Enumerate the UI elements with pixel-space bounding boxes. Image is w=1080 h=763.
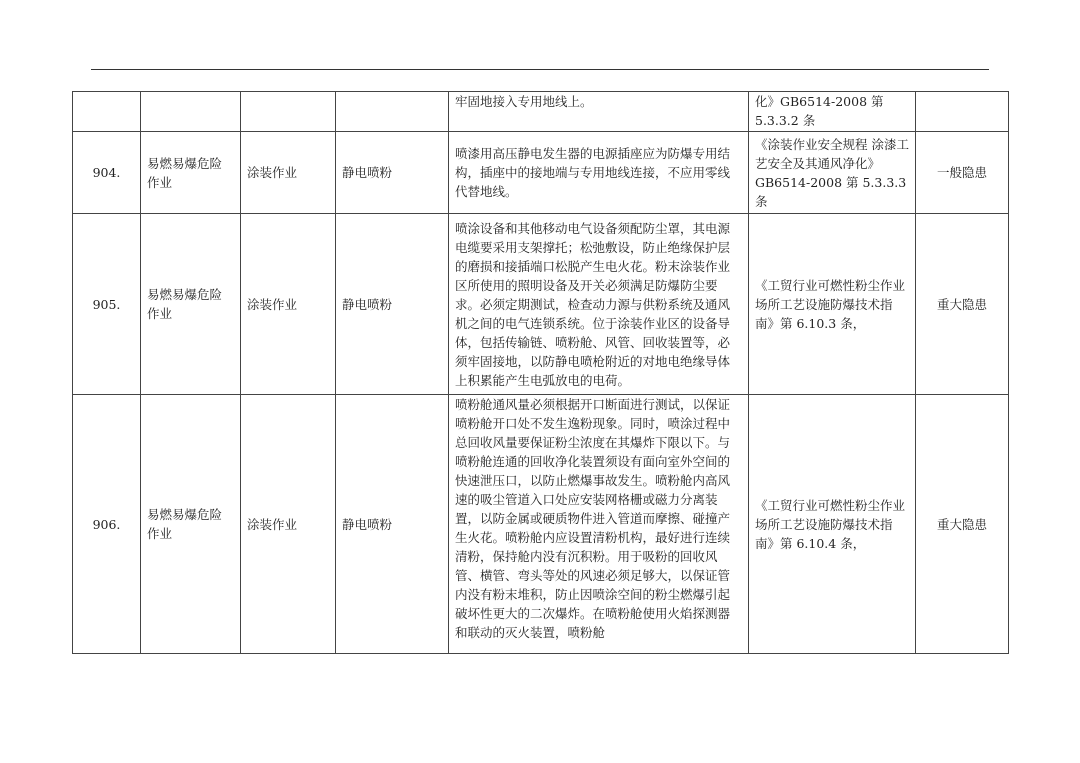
- hazard-level: [916, 92, 1009, 132]
- hazard-level: 重大隐患: [916, 214, 1009, 395]
- row-number: 906.: [73, 395, 141, 654]
- table-row: [73, 92, 1009, 132]
- hazard-level: 重大隐患: [916, 395, 1009, 654]
- table-row: [73, 214, 1009, 395]
- work-type: 涂装作业: [241, 132, 336, 214]
- hazard-table: [72, 91, 1009, 654]
- standard-reference: 化》GB6514-2008 第 5.3.3.2 条: [749, 92, 916, 132]
- hazard-category: 易燃易爆危险作业: [141, 395, 241, 654]
- standard-reference: 《涂装作业安全规程 涂漆工艺安全及其通风净化》GB6514-2008 第 5.3.3.3 条: [749, 132, 916, 214]
- standard-reference: 《工贸行业可燃性粉尘作业场所工艺设施防爆技术指南》第 6.10.3 条，: [749, 214, 916, 395]
- row-number: 904.: [73, 132, 141, 214]
- hazard-category: [141, 92, 241, 132]
- hazard-category: 易燃易爆危险作业: [141, 214, 241, 395]
- work-type: [241, 92, 336, 132]
- check-item: [336, 92, 449, 132]
- table-row: [73, 395, 1009, 654]
- row-number: 905.: [73, 214, 141, 395]
- header-rule: [91, 69, 989, 70]
- row-number: [73, 92, 141, 132]
- requirement-text: 喷漆用高压静电发生器的电源插座应为防爆专用结构，插座中的接地端与专用地线连接，不应用零线代替地线。: [449, 132, 749, 214]
- hazard-level: 一般隐患: [916, 132, 1009, 214]
- work-type: 涂装作业: [241, 214, 336, 395]
- requirement-text: 牢固地接入专用地线上。: [449, 92, 749, 132]
- requirement-text: 喷粉舱通风量必须根据开口断面进行测试，以保证喷粉舱开口处不发生逸粉现象。同时，喷涂过程中总回收风量要保证粉尘浓度在其爆炸下限以下。与喷粉舱连通的回收净化装置须设有面向室外空间的快速泄压口，以防止燃爆事故发生。喷粉舱内高风速的吸尘管道入口处应安装网格栅或磁力分离装置，以防金属或硬质物件进入管道而摩擦、碰撞产生火花。喷粉舱内应设置清粉机构，最好进行连续清粉，保持舱内没有沉积粉。用于吸粉的回收风管、横管、弯头等处的风速必须足够大，以保证管内没有粉末堆积，防止因喷涂空间的粉尘燃爆引起破坏性更大的二次爆炸。在喷粉舱使用火焰探测器和联动的灭火装置，喷粉舱: [449, 395, 749, 654]
- check-item: 静电喷粉: [336, 132, 449, 214]
- requirement-text: 喷涂设备和其他移动电气设备须配防尘罩，其电源电缆要采用支架撑托；松弛敷设，防止绝缘保护层的磨损和接插端口松脱产生电火花。粉末涂装作业区所使用的照明设备及开关必须满足防爆防尘要求。必须定期测试，检查动力源与供粉系统及通风机之间的电气连锁系统。位于涂装作业区的设备导体，包括传输链、喷粉舱、风管、回收装置等，必须牢固接地，以防静电喷枪附近的对地电绝缘导体上积累能产生电弧放电的电荷。: [449, 214, 749, 395]
- check-item: 静电喷粉: [336, 395, 449, 654]
- standard-reference: 《工贸行业可燃性粉尘作业场所工艺设施防爆技术指南》第 6.10.4 条，: [749, 395, 916, 654]
- check-item: 静电喷粉: [336, 214, 449, 395]
- work-type: 涂装作业: [241, 395, 336, 654]
- table-row: [73, 132, 1009, 214]
- hazard-category: 易燃易爆危险作业: [141, 132, 241, 214]
